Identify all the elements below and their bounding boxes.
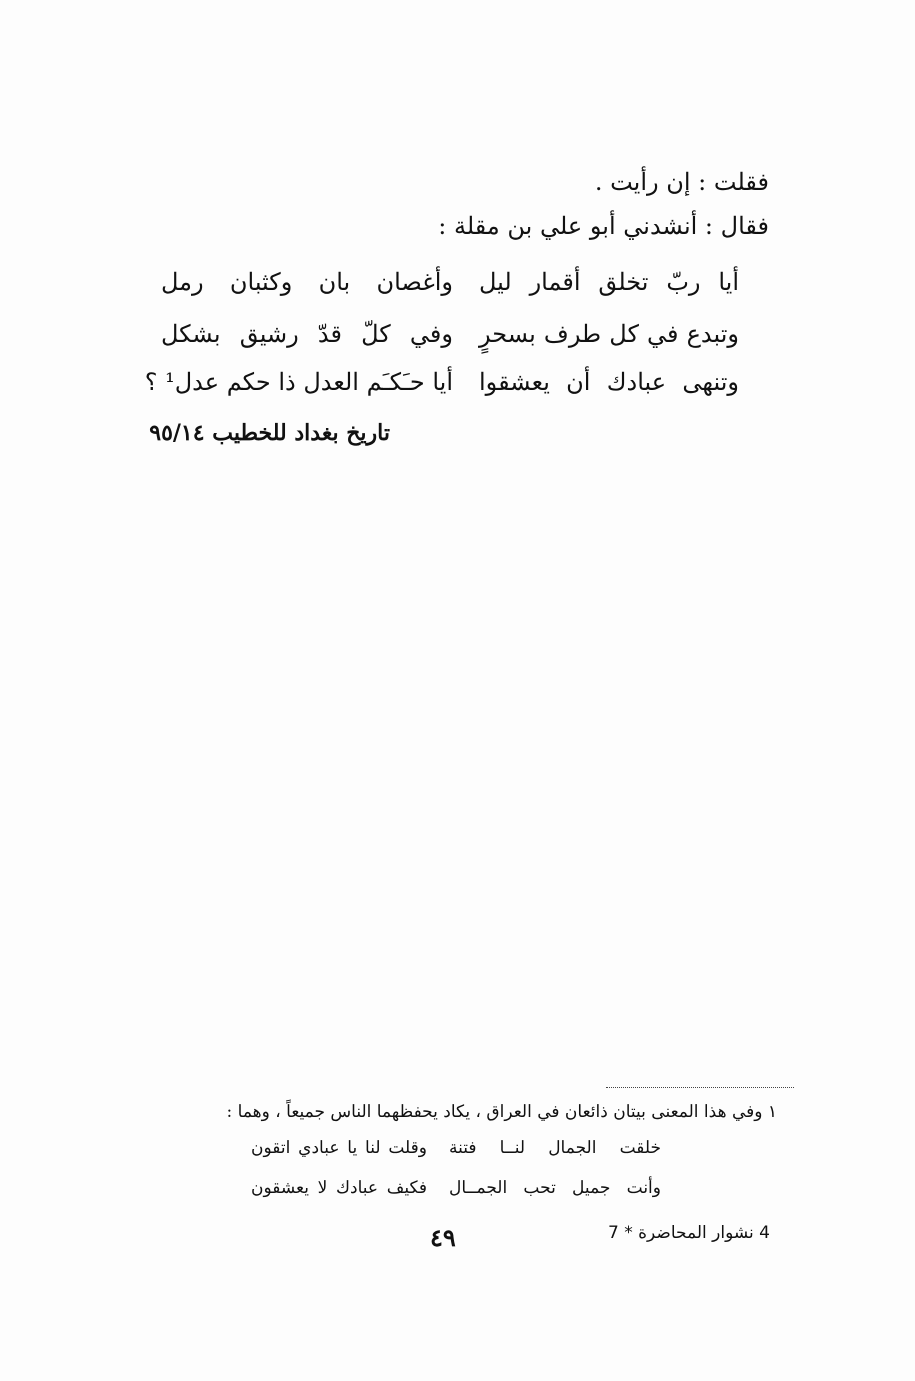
page-number: ٤٩ (430, 1223, 456, 1252)
footnote-verse-2-second-hemistich: فكيف عبادك لا يعشقون (251, 1178, 427, 1198)
poem-verse-2-second-hemistich: وفي كلّ قدّ رشيق بشكل (161, 320, 453, 348)
poem-verse-1-second-hemistich: وأغصان بان وكثبان رمل (161, 268, 453, 296)
footnote-verse-1-first-hemistich: خلقت الجمال لنــا فتنة (449, 1138, 661, 1158)
source-citation: تاريخ بغداد للخطيب ٩٥/١٤ (149, 420, 390, 446)
poem-verse-2-first-hemistich: وتبدع في كل طرف بسحرٍ (479, 320, 739, 348)
footnote-divider (606, 1087, 794, 1088)
running-head: 4 نشوار المحاضرة * 7 (608, 1223, 770, 1243)
prose-line: فقال : أنشدني أبو علي بن مقلة : (438, 212, 769, 240)
footnote-text: ١ وفي هذا المعنى بيتان ذائعان في العراق ، يكاد يحفظهما الناس جميعاً ، وهما : (226, 1102, 777, 1122)
poem-verse-3-second-hemistich: أيا حـَكـَم العدل ذا حكم عدل¹ ؟ (144, 368, 453, 396)
prose-line: فقلت : إن رأيت . (594, 168, 769, 196)
footnote-verse-2-first-hemistich: وأنت جميل تحب الجمــال (449, 1178, 661, 1198)
footnote-verse-1-second-hemistich: وقلت لنا يا عبادي اتقون (251, 1138, 427, 1158)
poem-verse-1-first-hemistich: أيا ربّ تخلق أقمار ليل (479, 268, 739, 296)
poem-verse-3-first-hemistich: وتنهى عبادك أن يعشقوا (479, 368, 739, 396)
